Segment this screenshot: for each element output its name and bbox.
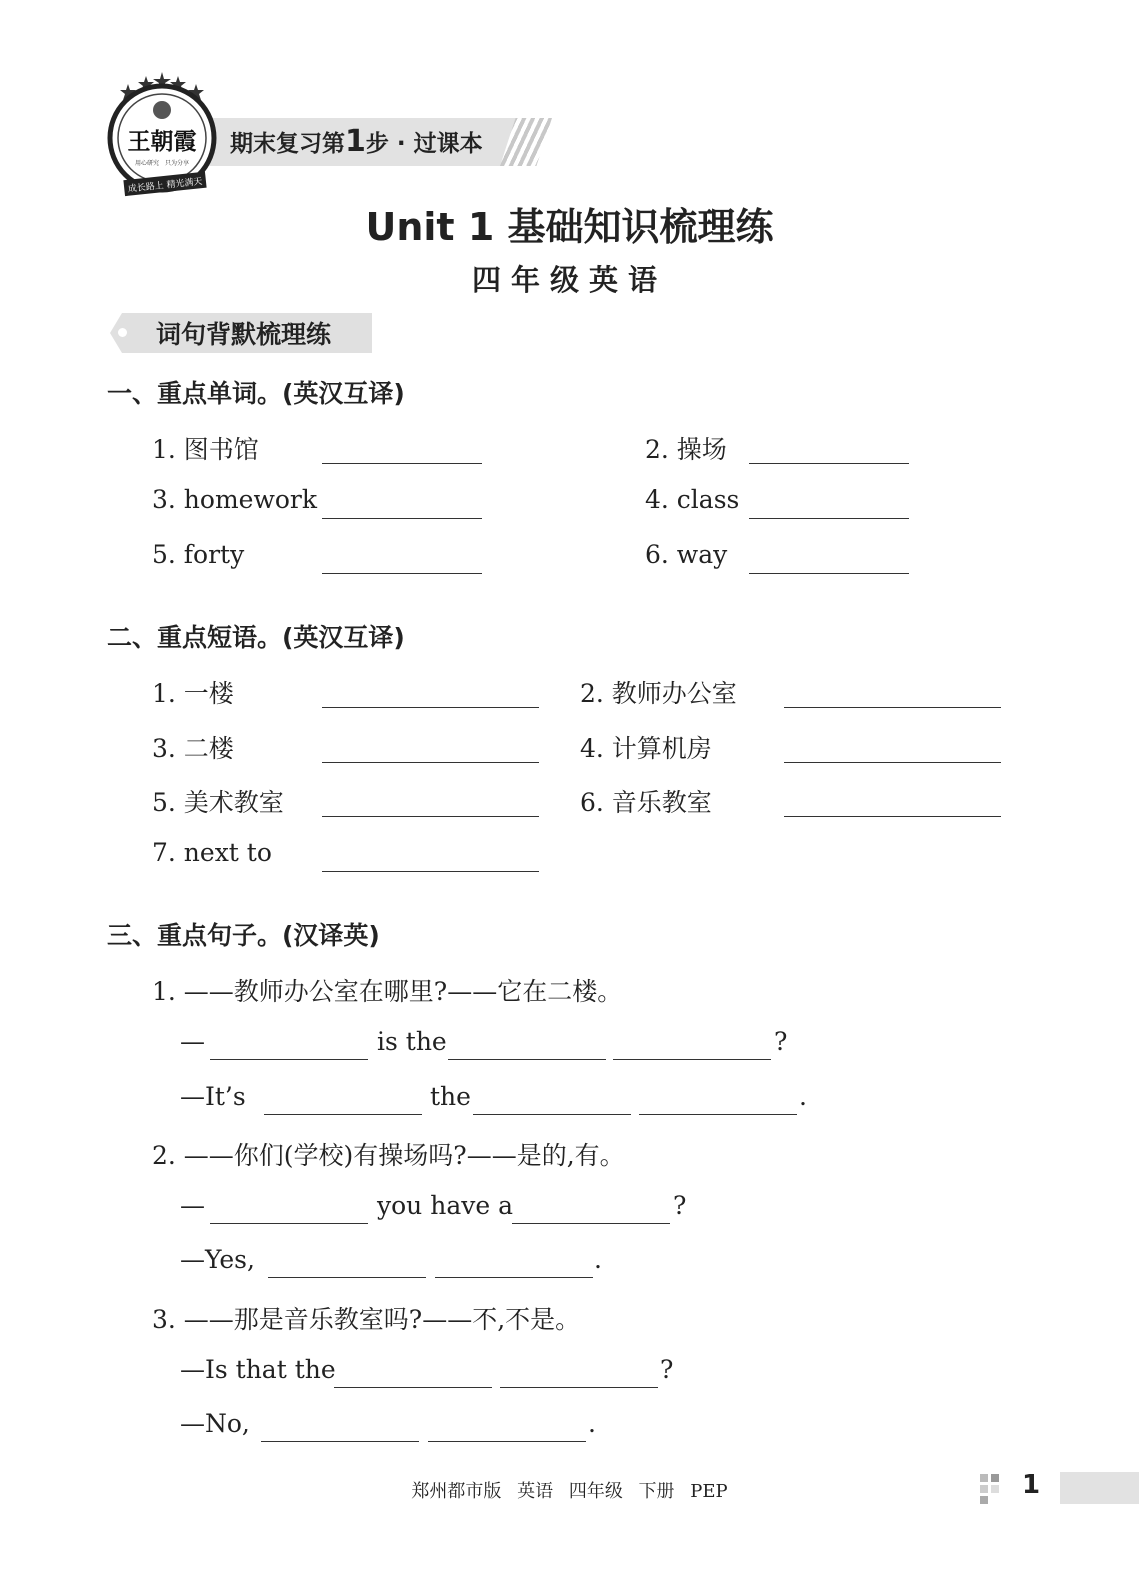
q3-s1-blank-3[interactable] bbox=[613, 1059, 771, 1060]
svg-text:用心研究: 用心研究 bbox=[134, 160, 160, 167]
q3-s3-line1-start: —Is that the bbox=[180, 1355, 336, 1384]
q2-heading: 二、重点短语。(英汉互译) bbox=[107, 623, 405, 652]
q3-s2-line2-end: . bbox=[594, 1245, 602, 1274]
q2-answer-blank-1[interactable] bbox=[322, 707, 539, 708]
q3-s2-prompt: 2. ——你们(学校)有操场吗?——是的,有。 bbox=[152, 1141, 625, 1170]
banner-suffix: 步 · 过课本 bbox=[365, 131, 483, 157]
q3-s3-line2-end: . bbox=[588, 1409, 596, 1438]
q3-s1-blank-4[interactable] bbox=[264, 1114, 422, 1115]
section-tag-hole bbox=[118, 328, 127, 337]
q1-item-6: 6. way bbox=[645, 540, 728, 569]
q2-item-6: 6. 音乐教室 bbox=[580, 788, 712, 817]
q3-s1-line2-start: —It’s bbox=[180, 1082, 246, 1111]
q1-answer-blank-6[interactable] bbox=[749, 573, 909, 574]
q1-answer-blank-1[interactable] bbox=[322, 463, 482, 464]
q3-s2-line1-end: ? bbox=[673, 1191, 687, 1220]
q3-s3-prompt: 3. ——那是音乐教室吗?——不,不是。 bbox=[152, 1305, 581, 1334]
q2-answer-blank-3[interactable] bbox=[322, 762, 539, 763]
banner-step-number: 1 bbox=[345, 124, 366, 159]
q3-s1-line2-end: . bbox=[799, 1082, 807, 1111]
section-tag-label: 词句背默梳理练 bbox=[156, 320, 332, 349]
q1-answer-blank-4[interactable] bbox=[749, 518, 909, 519]
q3-s3-blank-3[interactable] bbox=[261, 1441, 419, 1442]
q2-item-2: 2. 教师办公室 bbox=[580, 679, 737, 708]
q3-s1-line2-mid: the bbox=[430, 1082, 471, 1111]
q1-answer-blank-3[interactable] bbox=[322, 518, 482, 519]
footer-edition-info: 郑州都市版 英语 四年级 下册 PEP bbox=[411, 1481, 728, 1502]
footer-grey-bar bbox=[1060, 1472, 1139, 1504]
q3-s2-blank-1[interactable] bbox=[210, 1223, 368, 1224]
q2-item-1: 1. 一楼 bbox=[152, 679, 234, 708]
q2-item-3: 3. 二楼 bbox=[152, 734, 234, 763]
q3-s1-prompt: 1. ——教师办公室在哪里?——它在二楼。 bbox=[152, 977, 623, 1006]
q1-answer-blank-5[interactable] bbox=[322, 573, 482, 574]
q2-answer-blank-2[interactable] bbox=[784, 707, 1001, 708]
q3-s1-blank-1[interactable] bbox=[210, 1059, 368, 1060]
page-subtitle: 四年级英语 bbox=[471, 263, 667, 297]
svg-text:成长路上 精光满天: 成长路上 精光满天 bbox=[127, 176, 203, 195]
header-banner-text bbox=[230, 124, 483, 159]
page-number: 1 bbox=[1022, 1470, 1041, 1500]
q3-s2-blank-2[interactable] bbox=[512, 1223, 670, 1224]
q1-item-5: 5. forty bbox=[152, 540, 245, 569]
q2-item-5: 5. 美术教室 bbox=[152, 788, 284, 817]
q3-s3-blank-2[interactable] bbox=[500, 1387, 658, 1388]
q1-item-2: 2. 操场 bbox=[645, 435, 727, 464]
q2-answer-blank-5[interactable] bbox=[322, 816, 539, 817]
q1-item-4: 4. class bbox=[645, 485, 740, 514]
q2-answer-blank-4[interactable] bbox=[784, 762, 1001, 763]
q3-s3-line1-end: ? bbox=[660, 1355, 674, 1384]
q2-answer-blank-7[interactable] bbox=[322, 871, 539, 872]
q1-item-1: 1. 图书馆 bbox=[152, 435, 259, 464]
q3-s1-line1-mid: is the bbox=[377, 1027, 447, 1056]
q3-s2-blank-4[interactable] bbox=[435, 1277, 593, 1278]
q3-s1-line1-dash: — bbox=[180, 1027, 205, 1056]
svg-text:王朝霞: 王朝霞 bbox=[127, 128, 197, 155]
q3-heading: 三、重点句子。(汉译英) bbox=[107, 921, 380, 950]
publisher-seal-logo bbox=[102, 70, 222, 200]
q3-s1-blank-2[interactable] bbox=[448, 1059, 606, 1060]
q3-s3-blank-1[interactable] bbox=[334, 1387, 492, 1388]
q3-s2-blank-3[interactable] bbox=[268, 1277, 426, 1278]
q3-s3-line2-start: —No, bbox=[180, 1409, 250, 1438]
q3-s1-line1-end: ? bbox=[774, 1027, 788, 1056]
q1-item-3: 3. homework bbox=[152, 485, 318, 514]
q3-s3-blank-4[interactable] bbox=[428, 1441, 586, 1442]
q3-s1-blank-5[interactable] bbox=[473, 1114, 631, 1115]
q3-s2-line1-dash: — bbox=[180, 1191, 205, 1220]
q1-heading: 一、重点单词。(英汉互译) bbox=[107, 379, 405, 408]
q2-answer-blank-6[interactable] bbox=[784, 816, 1001, 817]
q1-answer-blank-2[interactable] bbox=[749, 463, 909, 464]
q3-s1-blank-6[interactable] bbox=[639, 1114, 797, 1115]
banner-prefix: 期末复习第 bbox=[230, 131, 345, 157]
q3-s2-line2-start: —Yes, bbox=[180, 1245, 255, 1274]
page-title: Unit 1 基础知识梳理练 bbox=[365, 205, 774, 249]
q2-item-7: 7. next to bbox=[152, 838, 272, 867]
svg-text:只为分享: 只为分享 bbox=[164, 160, 190, 167]
q2-item-4: 4. 计算机房 bbox=[580, 734, 712, 763]
page-corner-squares-icon bbox=[980, 1474, 1012, 1504]
q3-s2-line1-mid: you have a bbox=[377, 1191, 513, 1220]
